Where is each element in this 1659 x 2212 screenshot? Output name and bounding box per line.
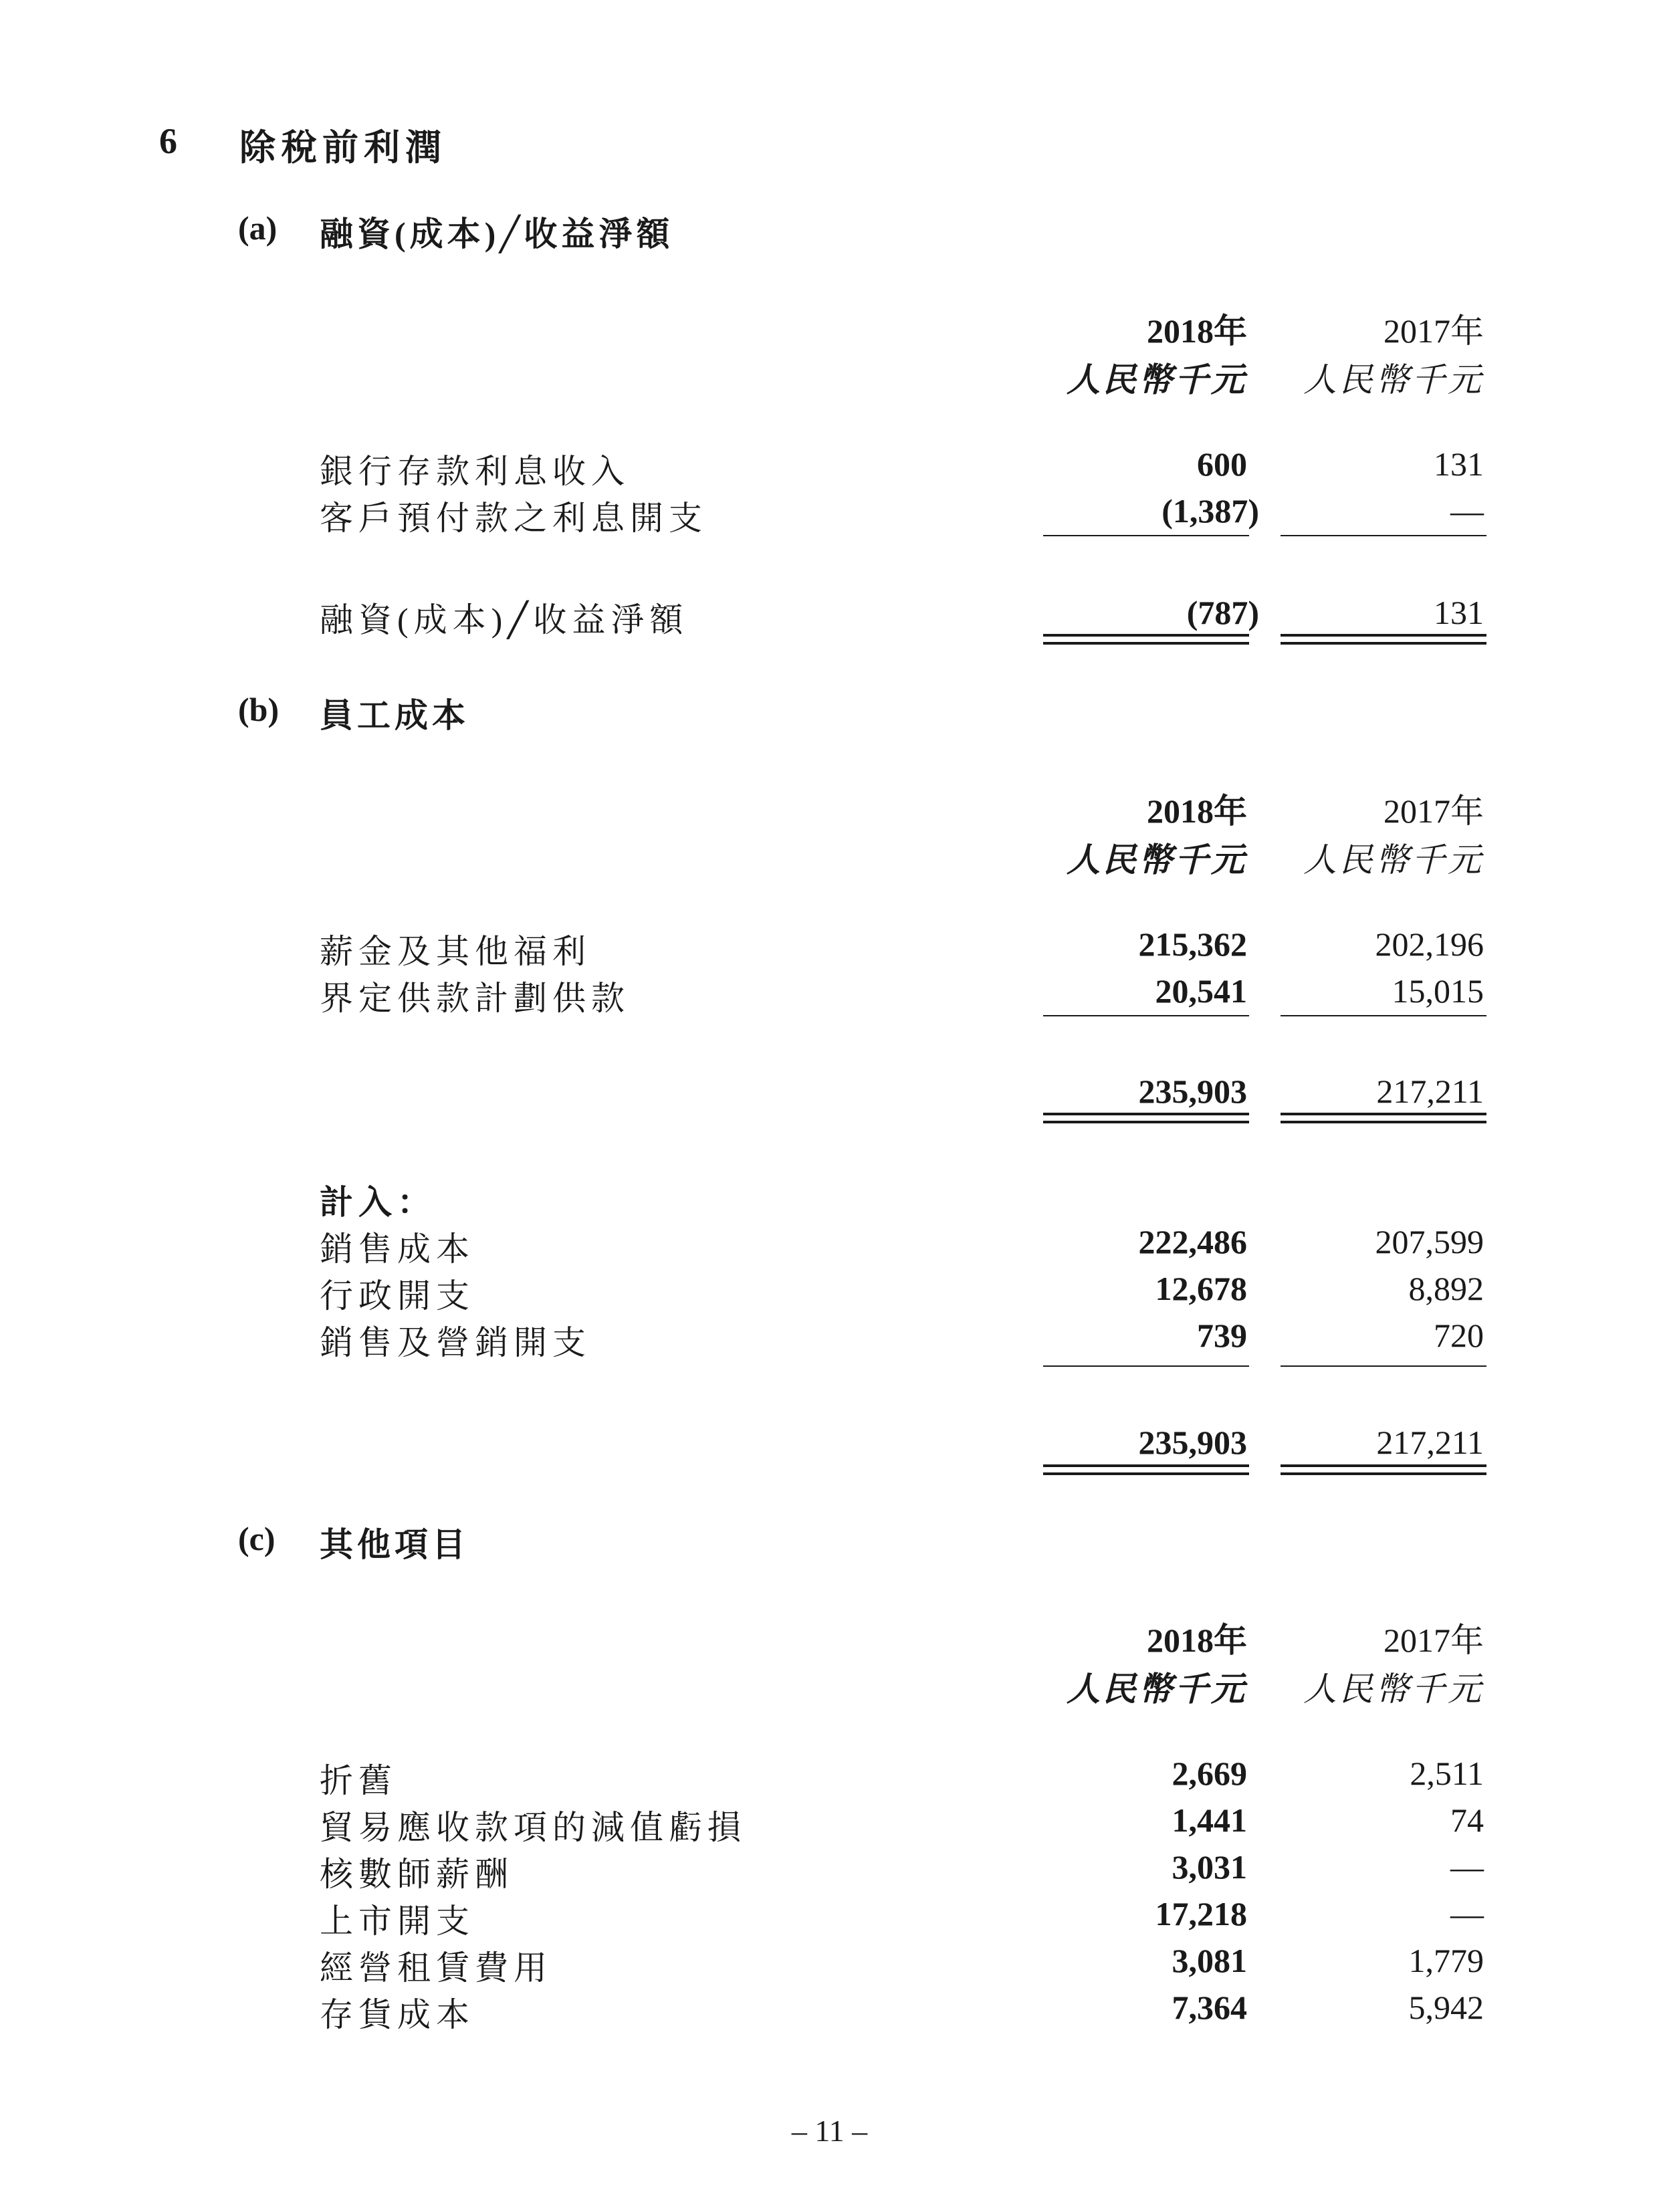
column-unit-2018: 人民幣千元	[1067, 841, 1247, 879]
row-value-2018: 17,218	[1155, 1895, 1247, 1932]
subsection-b-letter: (b)	[238, 691, 280, 728]
column-header-2018: 2018年	[1147, 792, 1247, 830]
row-value-2017: —	[1450, 1895, 1484, 1932]
subtotal-rule	[1043, 535, 1249, 536]
total-value-2018: (787)	[1186, 594, 1259, 631]
row-value-2018: (1,387)	[1162, 492, 1259, 530]
total-value-2018: 235,903	[1138, 1424, 1247, 1461]
row-label: 銀行存款利息收入	[320, 453, 630, 490]
row-value-2017: —	[1450, 1848, 1484, 1886]
row-label: 存貨成本	[320, 1996, 475, 2033]
row-value-2017: 1,779	[1408, 1942, 1484, 1979]
column-header-2017: 2017年	[1384, 792, 1484, 830]
total-double-rule	[1043, 1464, 1249, 1475]
row-label: 銷售成本	[320, 1230, 475, 1268]
row-value-2018: 600	[1197, 445, 1247, 483]
column-header-2017: 2017年	[1384, 312, 1484, 350]
column-unit-2017: 人民幣千元	[1303, 361, 1484, 399]
row-label: 行政開支	[320, 1277, 475, 1315]
row-label: 折舊	[320, 1762, 397, 1799]
total-double-rule	[1281, 634, 1486, 645]
row-value-2018: 3,031	[1172, 1848, 1247, 1886]
total-label: 融資(成本)╱收益淨額	[320, 601, 689, 639]
total-double-rule	[1043, 634, 1249, 645]
row-value-2017: —	[1450, 492, 1484, 530]
row-value-2017: 74	[1450, 1801, 1484, 1839]
row-label: 經營租賃費用	[320, 1949, 552, 1987]
total-value-2017: 217,211	[1376, 1073, 1484, 1110]
column-unit-2017: 人民幣千元	[1303, 1670, 1484, 1708]
column-header-2018: 2018年	[1147, 312, 1247, 350]
total-value-2017: 131	[1434, 594, 1484, 631]
row-label: 上市開支	[320, 1902, 475, 1940]
row-value-2017: 5,942	[1408, 1989, 1484, 2026]
subsection-a-title: 融資(成本)╱收益淨額	[320, 215, 674, 253]
section-number: 6	[159, 121, 177, 161]
row-value-2017: 8,892	[1408, 1270, 1484, 1307]
row-value-2017: 15,015	[1392, 972, 1484, 1010]
row-label: 貿易應收款項的減值虧損	[320, 1809, 746, 1846]
row-value-2017: 207,599	[1375, 1223, 1484, 1260]
subtotal-rule	[1281, 1365, 1486, 1367]
row-label: 界定供款計劃供款	[320, 980, 630, 1017]
subsection-c-title: 其他項目	[320, 1526, 469, 1563]
row-value-2018: 1,441	[1172, 1801, 1247, 1839]
total-double-rule	[1043, 1113, 1249, 1123]
column-unit-2017: 人民幣千元	[1303, 841, 1484, 879]
row-label: 銷售及營銷開支	[320, 1324, 591, 1361]
row-label: 客戶預付款之利息開支	[320, 500, 707, 537]
charged-to-label: 計入：	[320, 1184, 436, 1221]
total-value-2018: 235,903	[1138, 1073, 1247, 1110]
row-label: 薪金及其他福利	[320, 933, 591, 970]
column-header-2018: 2018年	[1147, 1622, 1247, 1659]
row-value-2018: 12,678	[1155, 1270, 1247, 1307]
row-value-2018: 739	[1197, 1317, 1247, 1354]
row-value-2017: 131	[1434, 445, 1484, 483]
subsection-c-letter: (c)	[238, 1520, 275, 1557]
column-unit-2018: 人民幣千元	[1067, 361, 1247, 399]
row-value-2017: 202,196	[1375, 925, 1484, 963]
row-value-2018: 3,081	[1172, 1942, 1247, 1979]
row-value-2018: 222,486	[1138, 1223, 1247, 1260]
page-number: – 11 –	[791, 2114, 868, 2148]
row-value-2018: 20,541	[1155, 972, 1247, 1010]
total-double-rule	[1281, 1464, 1486, 1475]
row-value-2017: 2,511	[1410, 1755, 1484, 1792]
section-title: 除稅前利潤	[239, 128, 447, 168]
subsection-b-title: 員工成本	[320, 697, 469, 734]
subtotal-rule	[1043, 1365, 1249, 1367]
subsection-a-letter: (a)	[238, 209, 278, 247]
column-unit-2018: 人民幣千元	[1067, 1670, 1247, 1708]
subtotal-rule	[1281, 1015, 1486, 1016]
row-value-2017: 720	[1434, 1317, 1484, 1354]
total-value-2017: 217,211	[1376, 1424, 1484, 1461]
row-value-2018: 2,669	[1172, 1755, 1247, 1792]
subtotal-rule	[1043, 1015, 1249, 1016]
row-value-2018: 215,362	[1138, 925, 1247, 963]
subtotal-rule	[1281, 535, 1486, 536]
column-header-2017: 2017年	[1384, 1622, 1484, 1659]
total-double-rule	[1281, 1113, 1486, 1123]
row-label: 核數師薪酬	[320, 1856, 514, 1893]
row-value-2018: 7,364	[1172, 1989, 1247, 2026]
